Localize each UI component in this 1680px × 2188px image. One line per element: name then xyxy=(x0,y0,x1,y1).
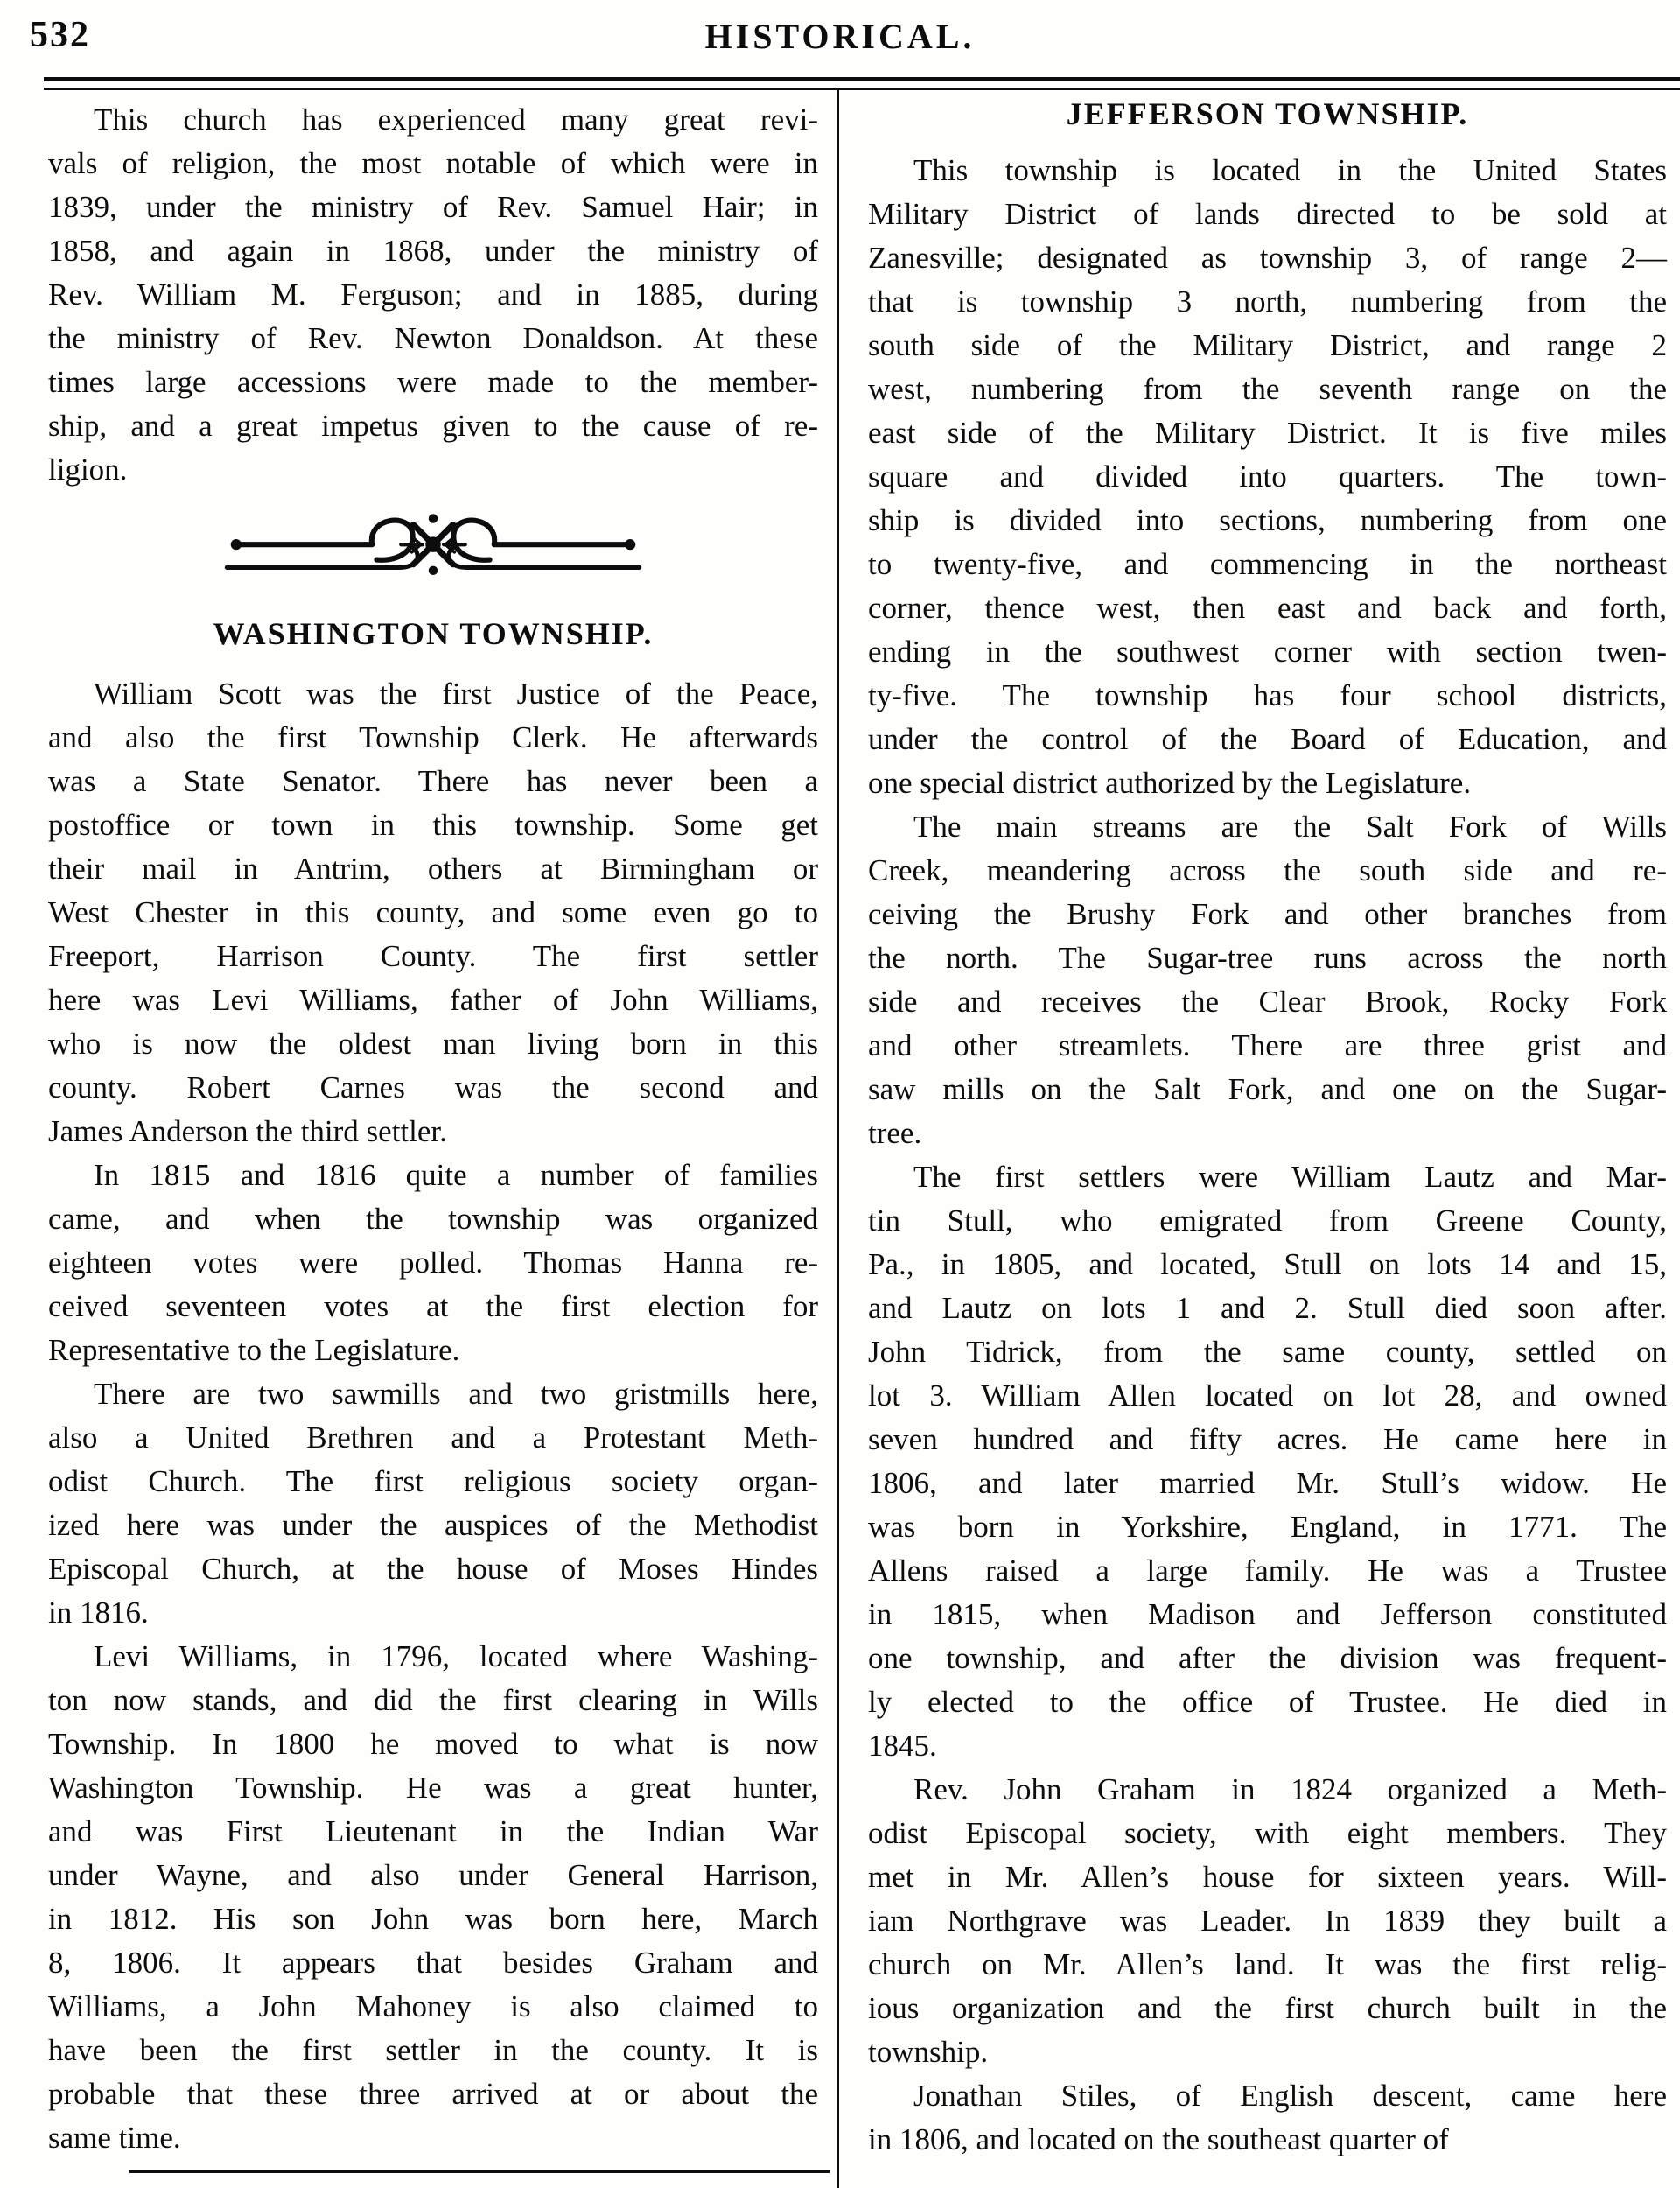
text-line: postoffice or town in this township. Some get xyxy=(48,808,818,842)
text-line: ship is divided into sections, numbering from one xyxy=(868,503,1667,537)
text-line: that is township 3 north, numbering from the xyxy=(868,284,1667,319)
text-line: met in Mr. Allen’s house for sixteen years. Will- xyxy=(868,1860,1667,1894)
paragraph xyxy=(48,1635,818,2160)
text-line: the ministry of Rev. Newton Donaldson. At these xyxy=(48,321,818,355)
text-line: iam Northgrave was Leader. In 1839 they built a xyxy=(868,1904,1667,1938)
text-line: 1858, and again in 1868, under the ministry of xyxy=(48,234,818,268)
text-line: came, and when the township was organized xyxy=(48,1202,818,1236)
text-line: West Chester in this county, and some even go to xyxy=(48,895,818,929)
text-line: was born in Yorkshire, England, in 1771. The xyxy=(868,1510,1667,1544)
text-line: Rev. William M. Ferguson; and in 1885, during xyxy=(48,277,818,312)
text-line: Freeport, Harrison County. The first settler xyxy=(48,939,818,973)
paragraph xyxy=(868,805,1667,1155)
column-divider-rule xyxy=(836,90,839,2188)
section-heading-washington: WASHINGTON TOWNSHIP. xyxy=(213,616,654,651)
text-line: Washington Township. He was a great hunter, xyxy=(48,1771,818,1805)
text-line: There are two sawmills and two gristmills here, xyxy=(94,1377,818,1411)
text-line: under Wayne, and also under General Harrison, xyxy=(48,1858,818,1892)
text-line: west, numbering from the seventh range on the xyxy=(868,372,1667,406)
text-line: 1845. xyxy=(868,1729,937,1763)
text-line: was a State Senator. There has never been a xyxy=(48,764,818,798)
text-line: John Tidrick, from the same county, settled on xyxy=(868,1335,1667,1369)
text-line: and other streamlets. There are three grist and xyxy=(868,1028,1667,1062)
text-line: in 1816. xyxy=(48,1595,149,1630)
paragraph xyxy=(48,672,818,1154)
text-line: ious organization and the first church built in the xyxy=(868,1991,1667,2025)
text-line: Creek, meandering across the south side and re- xyxy=(868,853,1667,887)
text-line: probable that these three arrived at or about the xyxy=(48,2077,818,2111)
paragraph xyxy=(48,1154,818,1372)
text-line: lot 3. William Allen located on lot 28, and owned xyxy=(868,1378,1667,1413)
paragraph xyxy=(868,149,1667,805)
text-line: Pa., in 1805, and located, Stull on lots 14 and 15, xyxy=(868,1247,1667,1281)
text-line: have been the first settler in the county. It is xyxy=(48,2033,818,2067)
text-line: eighteen votes were polled. Thomas Hanna re- xyxy=(48,1245,818,1280)
text-line: ton now stands, and did the first clearing in Wills xyxy=(48,1683,818,1717)
section-heading-jefferson: JEFFERSON TOWNSHIP. xyxy=(1066,96,1469,131)
text-line: vals of religion, the most notable of which were in xyxy=(48,146,818,180)
text-line: Rev. John Graham in 1824 organized a Meth- xyxy=(914,1772,1667,1806)
left-column xyxy=(48,98,818,2160)
text-line: Episcopal Church, at the house of Moses Hindes xyxy=(48,1552,818,1586)
text-line: ized here was under the auspices of the Methodist xyxy=(48,1508,818,1542)
flourish-icon xyxy=(188,509,678,593)
running-head xyxy=(0,0,1680,77)
text-line: This township is located in the United States xyxy=(914,153,1667,187)
text-line: ty-five. The township has four school districts, xyxy=(868,678,1667,712)
text-line: odist Church. The first religious society organ- xyxy=(48,1464,818,1498)
text-line: corner, thence west, then east and back and forth, xyxy=(868,591,1667,625)
text-line: 1839, under the ministry of Rev. Samuel Hair; in xyxy=(48,190,818,224)
text-line: Township. In 1800 he moved to what is now xyxy=(48,1727,818,1761)
bottom-page-rule xyxy=(130,2170,830,2173)
text-line: same time. xyxy=(48,2121,181,2155)
text-line: ship, and a great impetus given to the cause of re- xyxy=(48,409,818,443)
text-line: east side of the Military District. It is five miles xyxy=(868,416,1667,450)
paragraph xyxy=(868,1155,1667,1768)
text-line: Allens raised a large family. He was a Trustee xyxy=(868,1553,1667,1588)
paragraph xyxy=(868,2074,1667,2162)
text-line: tin Stull, who emigrated from Greene County, xyxy=(868,1203,1667,1238)
text-line: saw mills on the Salt Fork, and one on the Sugar- xyxy=(868,1072,1667,1106)
text-line: tree. xyxy=(868,1116,922,1150)
text-line: 1806, and later married Mr. Stull’s widow. He xyxy=(868,1466,1667,1500)
text-line: 8, 1806. It appears that besides Graham and xyxy=(48,1946,818,1980)
text-line: in 1812. His son John was born here, March xyxy=(48,1902,818,1936)
text-line: who is now the oldest man living born in this xyxy=(48,1027,818,1061)
text-line: in 1815, when Madison and Jefferson constituted xyxy=(868,1597,1667,1631)
page-header-title: HISTORICAL. xyxy=(704,17,976,56)
text-line: Representative to the Legislature. xyxy=(48,1333,460,1367)
text-line: church on Mr. Allen’s land. It was the first relig- xyxy=(868,1947,1667,1981)
right-column xyxy=(868,93,1667,2162)
text-line: also a United Brethren and a Protestant Meth- xyxy=(48,1420,818,1455)
text-line: under the control of the Board of Education, and xyxy=(868,722,1667,756)
paragraph xyxy=(868,1768,1667,2074)
text-line: square and divided into quarters. The town- xyxy=(868,459,1667,494)
text-line: ending in the southwest corner with section twen- xyxy=(868,635,1667,669)
text-line: south side of the Military District, and range 2 xyxy=(868,328,1667,362)
section-divider-ornament xyxy=(188,509,678,593)
text-line: In 1815 and 1816 quite a number of families xyxy=(94,1158,818,1192)
text-line: and also the first Township Clerk. He afterwards xyxy=(48,720,818,754)
text-line: ly elected to the office of Trustee. He died in xyxy=(868,1685,1667,1719)
text-line: James Anderson the third settler. xyxy=(48,1114,447,1148)
text-line: the north. The Sugar-tree runs across the north xyxy=(868,941,1667,975)
text-line: Zanesville; designated as township 3, of range 2— xyxy=(868,241,1667,275)
text-line: This church has experienced many great revi- xyxy=(94,102,818,137)
text-line: William Scott was the first Justice of the Peace, xyxy=(94,677,818,711)
text-line: county. Robert Carnes was the second and xyxy=(48,1070,818,1105)
paragraph xyxy=(48,98,818,492)
text-line: one township, and after the division was frequent- xyxy=(868,1641,1667,1675)
text-line: The main streams are the Salt Fork of Wills xyxy=(914,810,1667,844)
text-line: ceiving the Brushy Fork and other branches from xyxy=(868,897,1667,931)
text-line: side and receives the Clear Brook, Rocky Fork xyxy=(868,985,1667,1019)
text-line: to twenty-five, and commencing in the northeast xyxy=(868,547,1667,581)
text-line: The first settlers were William Lautz and Mar- xyxy=(914,1160,1667,1194)
text-line: their mail in Antrim, others at Birmingham or xyxy=(48,852,818,886)
page-number: 532 xyxy=(30,15,90,55)
text-line: ceived seventeen votes at the first election for xyxy=(48,1289,818,1323)
text-line: and was First Lieutenant in the Indian War xyxy=(48,1814,818,1848)
header-double-rule xyxy=(44,77,1680,90)
text-line: and Lautz on lots 1 and 2. Stull died soon after. xyxy=(868,1291,1667,1325)
text-line: Levi Williams, in 1796, located where Washing- xyxy=(94,1639,818,1673)
text-line: township. xyxy=(868,2035,989,2069)
text-line: in 1806, and located on the southeast quarter of xyxy=(868,2122,1449,2156)
text-line: here was Levi Williams, father of John Williams, xyxy=(48,983,818,1017)
text-line: Williams, a John Mahoney is also claimed to xyxy=(48,1989,818,2023)
text-line: odist Episcopal society, with eight members. They xyxy=(868,1816,1667,1850)
text-line: Military District of lands directed to be sold at xyxy=(868,197,1667,231)
text-line: times large accessions were made to the member- xyxy=(48,365,818,399)
text-line: Jonathan Stiles, of English descent, came here xyxy=(914,2079,1667,2113)
text-line: one special district authorized by the Legislature. xyxy=(868,766,1472,800)
text-line: seven hundred and fifty acres. He came here in xyxy=(868,1422,1667,1456)
paragraph xyxy=(48,1372,818,1635)
text-line: ligion. xyxy=(48,452,128,487)
